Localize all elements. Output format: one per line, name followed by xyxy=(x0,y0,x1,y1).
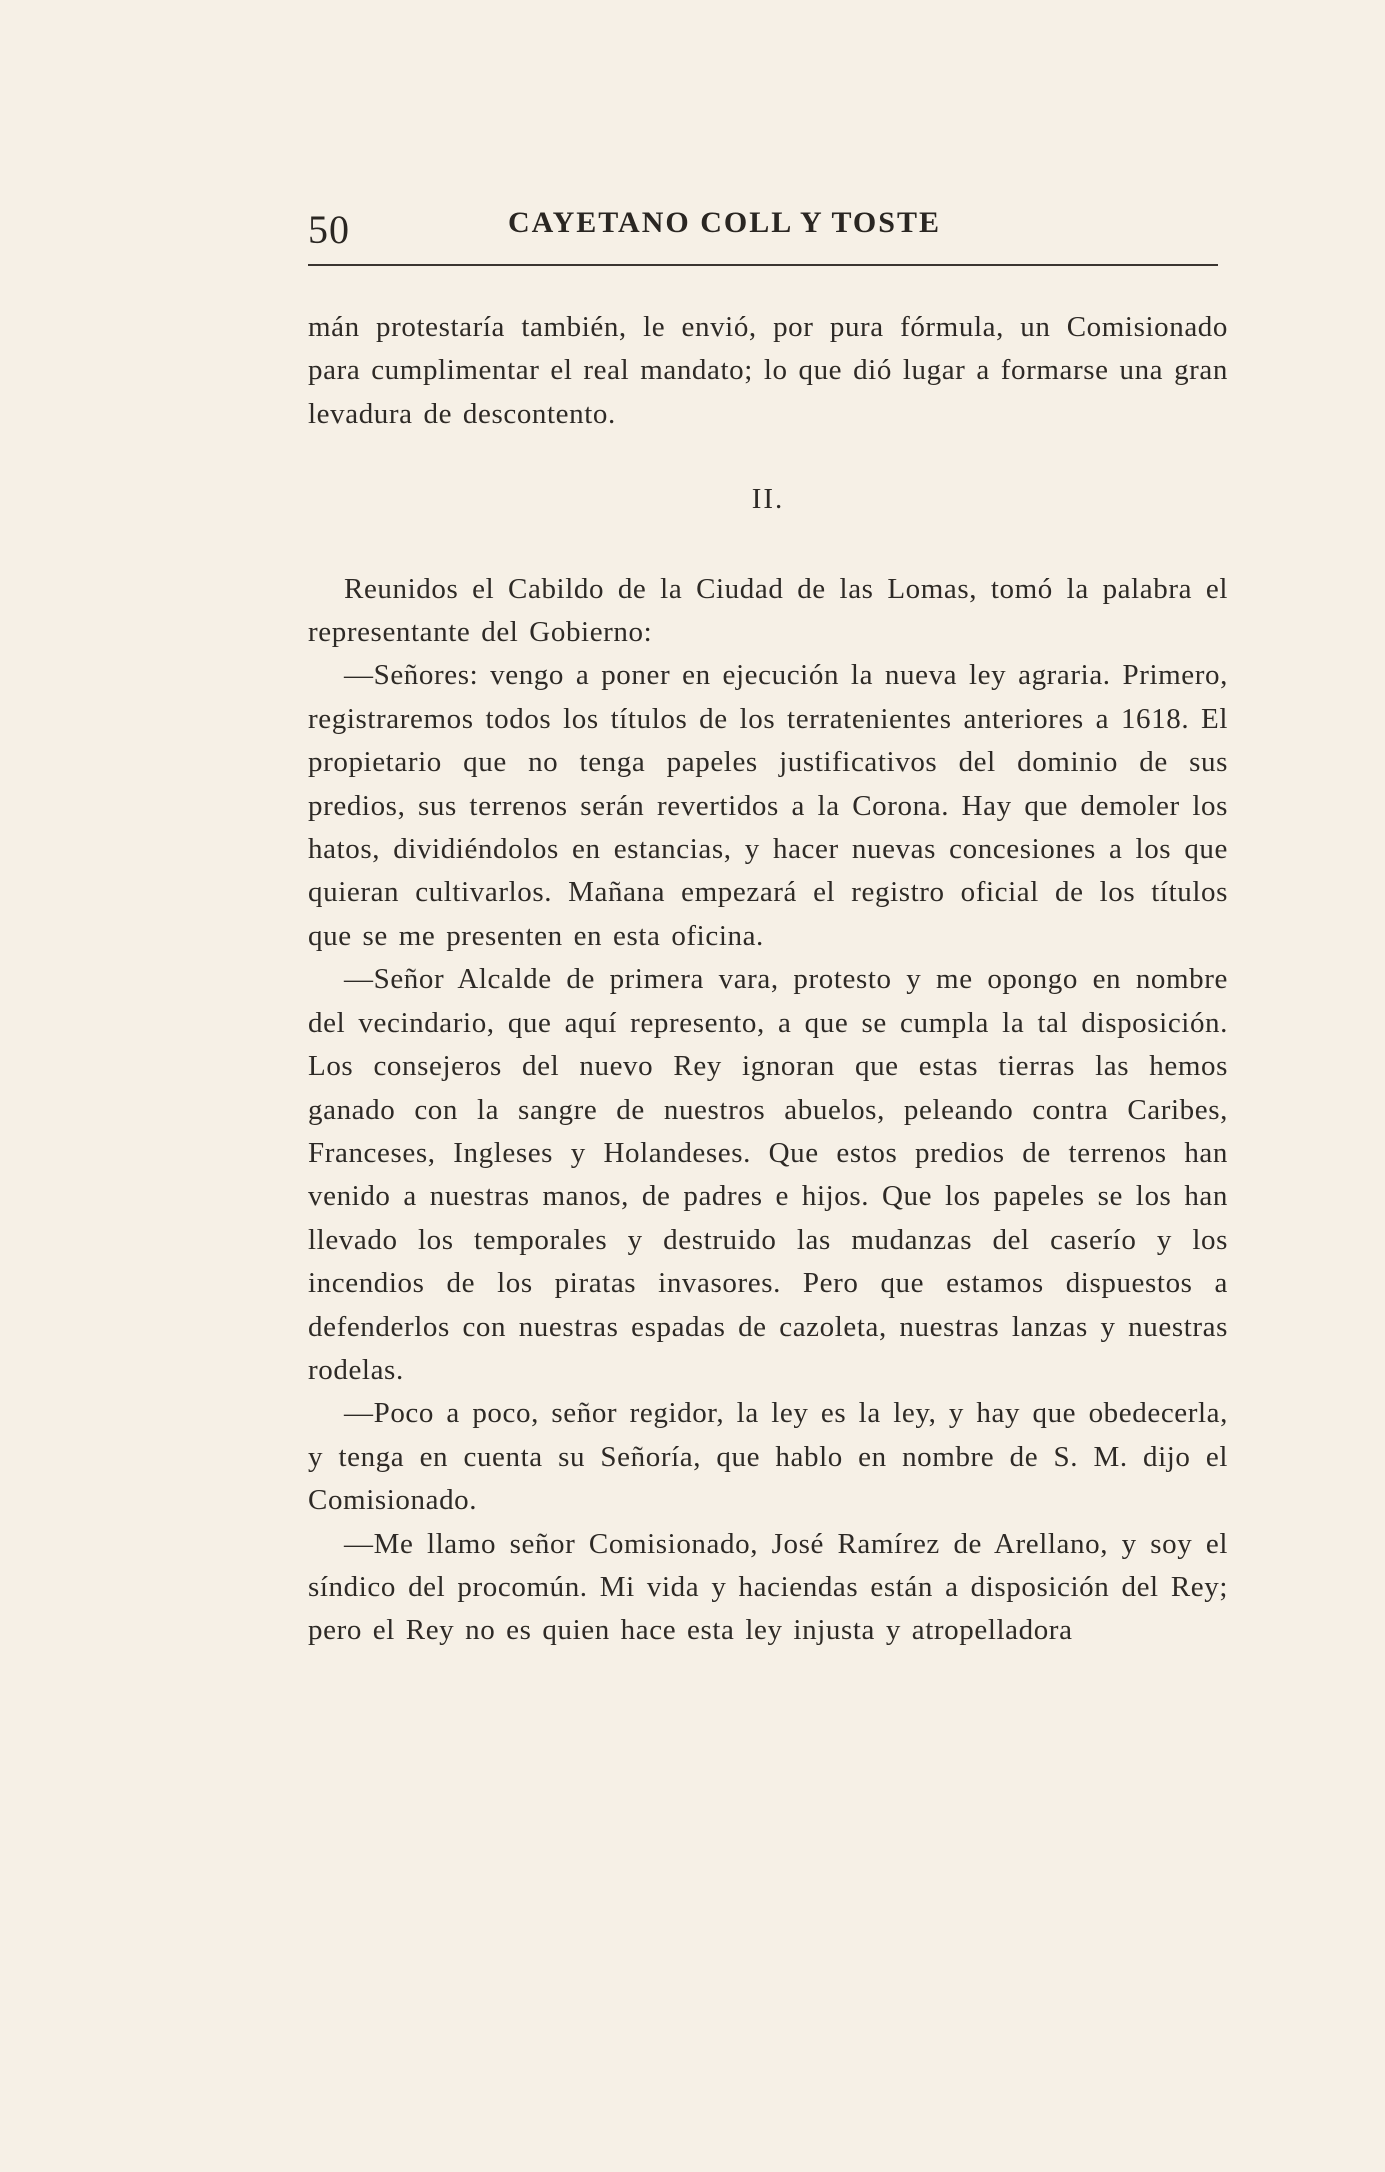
section-heading: II. xyxy=(751,483,785,516)
header-rule xyxy=(308,264,1218,266)
running-title: CAYETANO COLL Y TOSTE xyxy=(508,206,941,239)
paragraph: —Me llamo señor Comisionado, José Ramírez de Arellano, y soy el síndico del procomún. Mi vida y haciendas están a disposición del Rey; pero el Rey no es quien hace esta ley injusta y atropelladora xyxy=(308,1527,1228,1647)
paragraph: —Señor Alcalde de primera vara, protesto y me opongo en nombre del vecindario, que aquí represento, a que se cumpla la tal disposición. Los consejeros del nuevo Rey ignoran que estas tierras las hemos ganado con la sangre de nuestros abuelos, peleando contra Caribes, Franceses, Ingleses y Holandeses. Que estos predios de terrenos han venido a nuestras manos, de padres e hijos. Que los papeles se los han llevado los temporales y destruido las mudanzas del caserío y los incendios de los piratas invasores. Pero que estamos dispuestos a defenderlos con nuestras espadas de cazoleta, nuestras lanzas y nuestras rodelas. xyxy=(308,963,1228,1386)
paragraph: mán protestaría también, le envió, por pura fórmula, un Comisionado para cumplimentar el real mandato; lo que dió lugar a formarse una gran levadura de descontento. xyxy=(308,311,1228,430)
page-header xyxy=(308,196,1218,266)
body-text xyxy=(308,306,1228,1653)
paragraph: Reunidos el Cabildo de la Ciudad de las Lomas, tomó la palabra el representante del Gobierno: xyxy=(308,572,1228,649)
paragraph: —Poco a poco, señor regidor, la ley es la ley, y hay que obedecerla, y tenga en cuenta su Señoría, que hablo en nombre de S. M. dijo el Comisionado. xyxy=(308,1397,1228,1517)
page-number: 50 xyxy=(308,207,350,252)
paragraph: —Señores: vengo a poner en ejecución la nueva ley agraria. Primero, registraremos todos los títulos de los terratenientes anteriores a 1618. El propietario que no tenga papeles justificativos del dominio de sus predios, sus terrenos serán revertidos a la Corona. Hay que demoler los hatos, dividiéndolos en estancias, y hacer nuevas concesiones a los que quieran cultivarlos. Mañana empezará el registro oficial de los títulos que se me presenten en esta oficina. xyxy=(308,659,1228,952)
